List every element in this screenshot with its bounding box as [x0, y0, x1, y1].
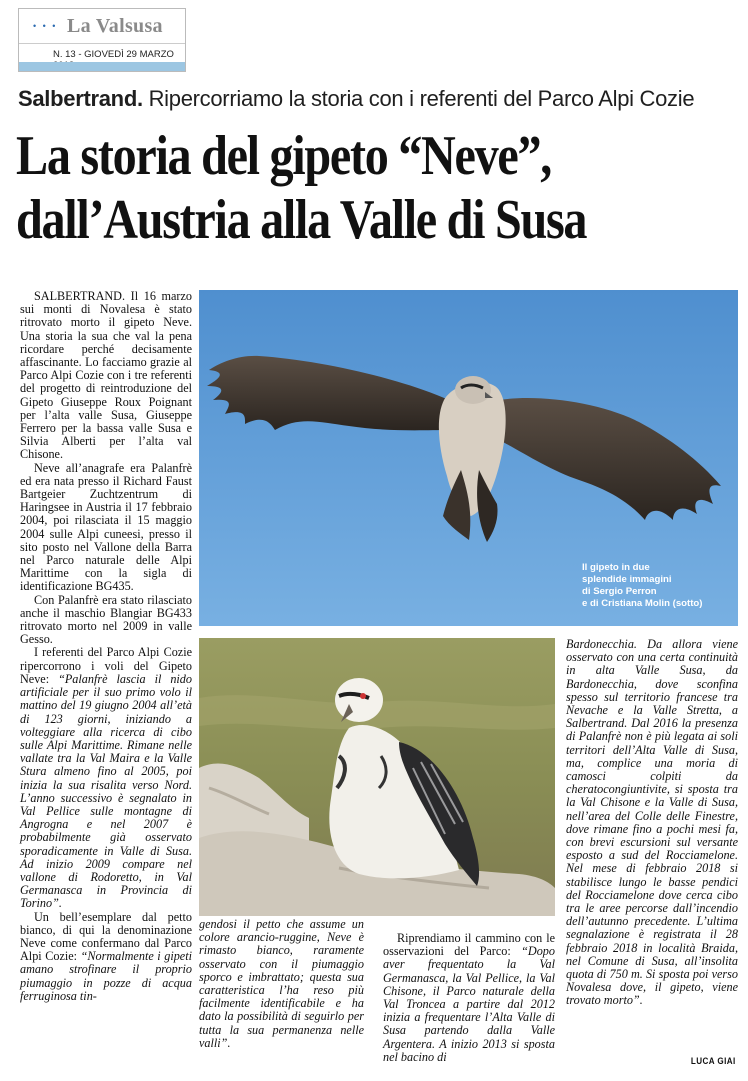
- paragraph-white-chest-lead: Un bell’esemplare dal petto bianco, di qui la denominazione Neve come confermano dal Parco Alpi Cozie:: [20, 909, 192, 964]
- paragraph-white-chest: [20, 911, 192, 1003]
- paragraph-birth: Neve all’anagrafe era Palanfrè ed era nata presso il Richard Faust Bartgeier Zuchtzentrum di Haringsee in Austria il 17 febbraio 2004, poi rilasciata il 15 maggio 2004 sulle Alpi cuneesi, presso il sito posto nel Vallone della Barra nel Parco naturale delle Alpi Marittime con la sigla di identificazione BG435.: [20, 460, 192, 594]
- caption-line-3: di Sergio Perron: [582, 586, 657, 597]
- masthead: [18, 8, 186, 72]
- paragraph-flights: [20, 646, 192, 910]
- paragraph-observations-quote: “Dopo aver frequentato la Val Germanasca, la Val Pellice, la Val Chisone, il Parco naturale della Val Troncea a partire dal 2012 inizia a frequentare l’Alta Valle di Susa partendo dalla Valle Argentera. A inizio 2013 si sposta nel bacino di: [383, 944, 555, 1064]
- paragraph-final: [566, 638, 738, 1008]
- caption-line-2: splendide immagini: [582, 574, 672, 585]
- caption-line-1: Il gipeto in due: [582, 562, 650, 573]
- byline: LUCA GIAI: [691, 1056, 736, 1067]
- article-column-1: [20, 290, 192, 1003]
- photo-caption: [582, 562, 742, 610]
- issue-date: N. 13 - GIOVEDÌ 29 MARZO: [53, 49, 174, 60]
- gipeto-perched-image: [199, 638, 555, 916]
- paragraph-blangiar: Con Palanfrè era stato rilasciato anche il maschio Blangiar BG433 ritrovato morto nel 2009 in valle Gesso.: [20, 592, 192, 647]
- article-column-2: [199, 918, 364, 1050]
- paragraph-intro: SALBERTRAND. Il 16 marzo sui monti di Novalesa è stato ritrovato morto il gipeto Neve. Una storia la sua che val la pena ricordare perché decisamente affascinante. Lo facciamo grazie al Parco Alpi Cozie con i tre referenti del progetto di reintroduzione del Gipeto Giuseppe Roux Poignant per l’alta valle Susa, Giuseppe Ferrero per la bassa valle Susa e Silvia Alberti per l’alta val Chisone.: [20, 289, 192, 462]
- headline-line-1: La storia del gipeto “Neve”,: [16, 125, 552, 187]
- masthead-color-bar: [19, 62, 185, 71]
- paragraph-flights-lead: I referenti del Parco Alpi Cozie ripercorrono i voli del Gipeto Neve:: [20, 645, 192, 686]
- masthead-divider: [19, 43, 185, 44]
- photo-gipeto-perched: [199, 638, 555, 916]
- headline: [16, 124, 640, 252]
- headline-line-2: dall’Austria alla Valle di Susa: [16, 189, 587, 251]
- kicker-place: Salbertrand.: [18, 86, 143, 111]
- paragraph-white-chest-quote: “Normalmente i gipeti amano strofinare il proprio piumaggio in pozze di acqua ferruginosa tin-: [20, 949, 192, 1003]
- paragraph-flights-quote: “Palanfrè lascia il nido artificiale per il suo primo volo il mattino del 19 giugno 2004 all’età di 123 giorni, iniziando a volteggiare alla ricerca di cibo sulle Alpi Marittime. Rimane nelle vallate tra la Val Maira e la Valle Stura almeno fino al 2005, poi inizia la sua risalita verso Nord. L’anno successivo è segnalato in Val Pellice sulle montagne di Angrogna e nel 2007 è probabilmente già osservato sporadicamente in Valle di Susa. Ad inizio 2009 compare nel vallone di Rodoretto, in Val Germanasca in Provincia di Torino”.: [20, 671, 192, 911]
- kicker: [18, 86, 738, 112]
- newspaper-logo: La Valsusa: [67, 15, 163, 37]
- paragraph-observations-lead: Riprendiamo il cammino con le osservazioni del Parco:: [383, 931, 555, 959]
- caption-line-4: e di Cristiana Molin (sotto): [582, 598, 703, 609]
- masthead-dots: • • •: [33, 21, 58, 31]
- paragraph-observations: [383, 932, 555, 1064]
- paragraph-final-quote: Bardonecchia. Da allora viene osservato con una certa continuità in alta Valle Susa, da Bardonecchia, dove sconfina spesso sul territorio francese tra Nevache e la Valle Stretta, a Salbertrand. Dal 2016 la presenza di Palanfrè non è più legata ai soli territori dell’Alta Valle di Susa, ma, complice una moria di camosci colpiti da cheratocongiuntivite, si sposta tra la Val Chisone e la Valle di Susa, nell’area del Colle delle Finestre, dove rimane fino a pochi mesi fa, con brevi escursioni sul versante esposto a sud del Rocciamelone. Nel mese di febbraio 2018 si stabilisce lungo le basse pendici del Rocciamelone dove cerca cibo tra le aree percorse dall’incendio dell’autunno precedente. L’ultima segnalazione è registrata il 28 febbraio 2018 in località Braida, nel Comune di Susa, all’insolita quota di 750 m. Si sposta poi verso Novalesa dove, il gipeto, viene trovato morto”.: [566, 637, 738, 1008]
- paragraph-white-chest-cont-quote: gendosi il petto che assume un colore arancio-ruggine, Neve è rimasto bianco, raramente osservato con il piumaggio sporco e imbrattato; questa sua caratteristica l’ha reso più facilmente identificabile e ha dato la possibilità di seguirlo per tutta la sua permanenza nelle valli”.: [199, 917, 364, 1050]
- kicker-text: Ripercorriamo la storia con i referenti del Parco Alpi Cozie: [142, 86, 695, 111]
- article-column-4: [566, 638, 738, 1008]
- paragraph-white-chest-cont: [199, 918, 364, 1050]
- article-column-3: [383, 932, 555, 1064]
